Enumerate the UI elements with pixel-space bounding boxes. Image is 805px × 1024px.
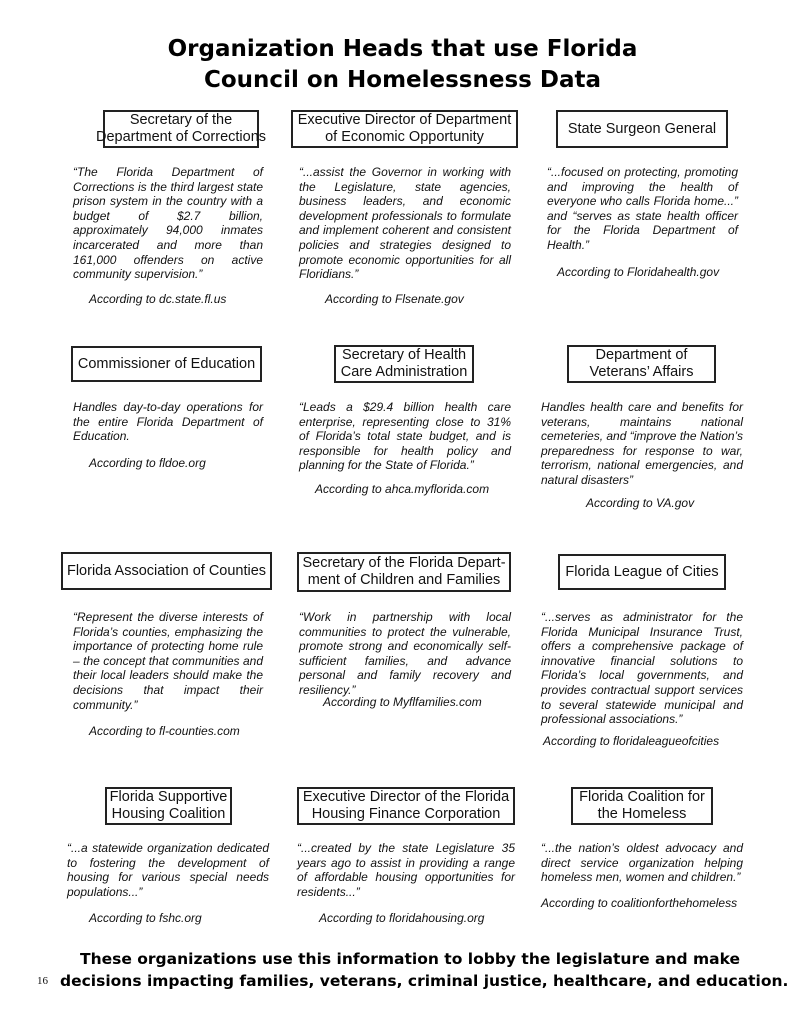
card-quote-education: Handles day-to-day operations for the entire Florida Department of Education. [73,400,263,444]
card-quote-league-of-cities: “...serves as administrator for the Florida Municipal Insurance Trust, offers a comprehensive package of innovative financial solutions to Florida’s local governments, and provides contractual support services to several statewide municipal and professional associations.” [541,610,743,727]
card-heading-association-of-counties: Florida Association of Counties [61,552,272,590]
card-heading-children-and-families: Secretary of the Florida Depart- ment of Children and Families [297,552,511,592]
footer-statement [60,948,789,992]
card-heading-economic-opportunity: Executive Director of Department of Economic Opportunity [291,110,518,148]
card-source-supportive-housing: According to fshc.org [89,911,202,925]
page-title-line-2: Council on Homelessness Data [204,67,601,93]
card-heading-housing-finance: Executive Director of the Florida Housing Finance Corporation [297,787,515,825]
card-heading-veterans-affairs: Department of Veterans’ Affairs [567,345,716,383]
card-source-veterans-affairs: According to VA.gov [586,496,695,510]
card-heading-coalition-for-homeless: Florida Coalition for the Homeless [571,787,713,825]
card-quote-economic-opportunity: “...assist the Governor in working with the Legislature, state agencies, business leaders, and economic development professionals to formulate and implement coherent and consistent policies and strategies designed to promote economic opportunities for all Floridians.” [299,165,511,282]
card-quote-housing-finance: “...created by the state Legislature 35 years ago to assist in providing a range of affordable housing opportunities for residents...” [297,841,515,899]
footer-line-2: decisions impacting families, veterans, criminal justice, healthcare, and education. [60,972,789,990]
card-source-coalition-for-homeless: According to coalitionforthehomeless [541,896,738,910]
card-source-health-care-administration: According to ahca.myflorida.com [315,482,490,496]
card-source-education: According to fldoe.org [89,456,206,470]
card-heading-corrections: Secretary of the Department of Corrections [103,110,259,148]
card-source-children-and-families: According to Myflfamilies.com [323,695,482,709]
card-heading-education: Commissioner of Education [71,346,262,382]
card-source-league-of-cities: According to floridaleagueofcities [543,734,720,748]
card-quote-corrections: “The Florida Department of Corrections is the third largest state prison system in the country with a budget of $2.7 billion, approximately 94,000 inmates incarcerated and more than 161,000 offenders on active community supervision.” [73,165,263,282]
card-quote-health-care-administration: “Leads a $29.4 billion health care enterprise, representing close to 31% of Florida’s total state budget, and is responsible for health policy and planning for the State of Florida.” [299,400,511,473]
card-quote-coalition-for-homeless: “...the nation’s oldest advocacy and direct service organization helping homeless men, women and children.” [541,841,743,885]
card-heading-health-care-administration: Secretary of Health Care Administration [334,345,474,383]
page-title [0,34,805,96]
card-heading-surgeon-general: State Surgeon General [556,110,728,148]
card-heading-league-of-cities: Florida League of Cities [558,554,726,590]
card-quote-surgeon-general: “...focused on protecting, promoting and improving the health of everyone who calls Florida home...” and “serves as state health officer for the Florida Department of Health.” [547,165,738,252]
footer-line-1: These organizations use this information to lobby the legislature and make [80,950,740,968]
card-heading-supportive-housing: Florida Supportive Housing Coalition [105,787,232,825]
card-quote-supportive-housing: “...a statewide organization dedicated to fostering the development of housing for various special needs populations...” [67,841,269,899]
page-number: 16 [37,975,48,987]
card-source-association-of-counties: According to fl-counties.com [89,724,240,738]
card-quote-children-and-families: “Work in partnership with local communities to protect the vulnerable, promote strong and economically self-sufficient families, and advance personal and family recovery and resiliency.” [299,610,511,697]
card-quote-veterans-affairs: Handles health care and benefits for veterans, maintains national cemeteries, and “improve the Nation’s preparedness for response to war, terrorism, national emergencies, and natural disasters” [541,400,743,487]
card-quote-association-of-counties: “Represent the diverse interests of Florida’s counties, emphasizing the importance of protecting home rule – the concept that communities and their local leaders should make the decisions that impact their community.” [73,610,263,712]
card-source-housing-finance: According to floridahousing.org [319,911,485,925]
card-source-economic-opportunity: According to Flsenate.gov [325,292,464,306]
page-title-line-1: Organization Heads that use Florida [167,36,638,62]
card-source-surgeon-general: According to Floridahealth.gov [557,265,720,279]
card-source-corrections: According to dc.state.fl.us [89,292,227,306]
